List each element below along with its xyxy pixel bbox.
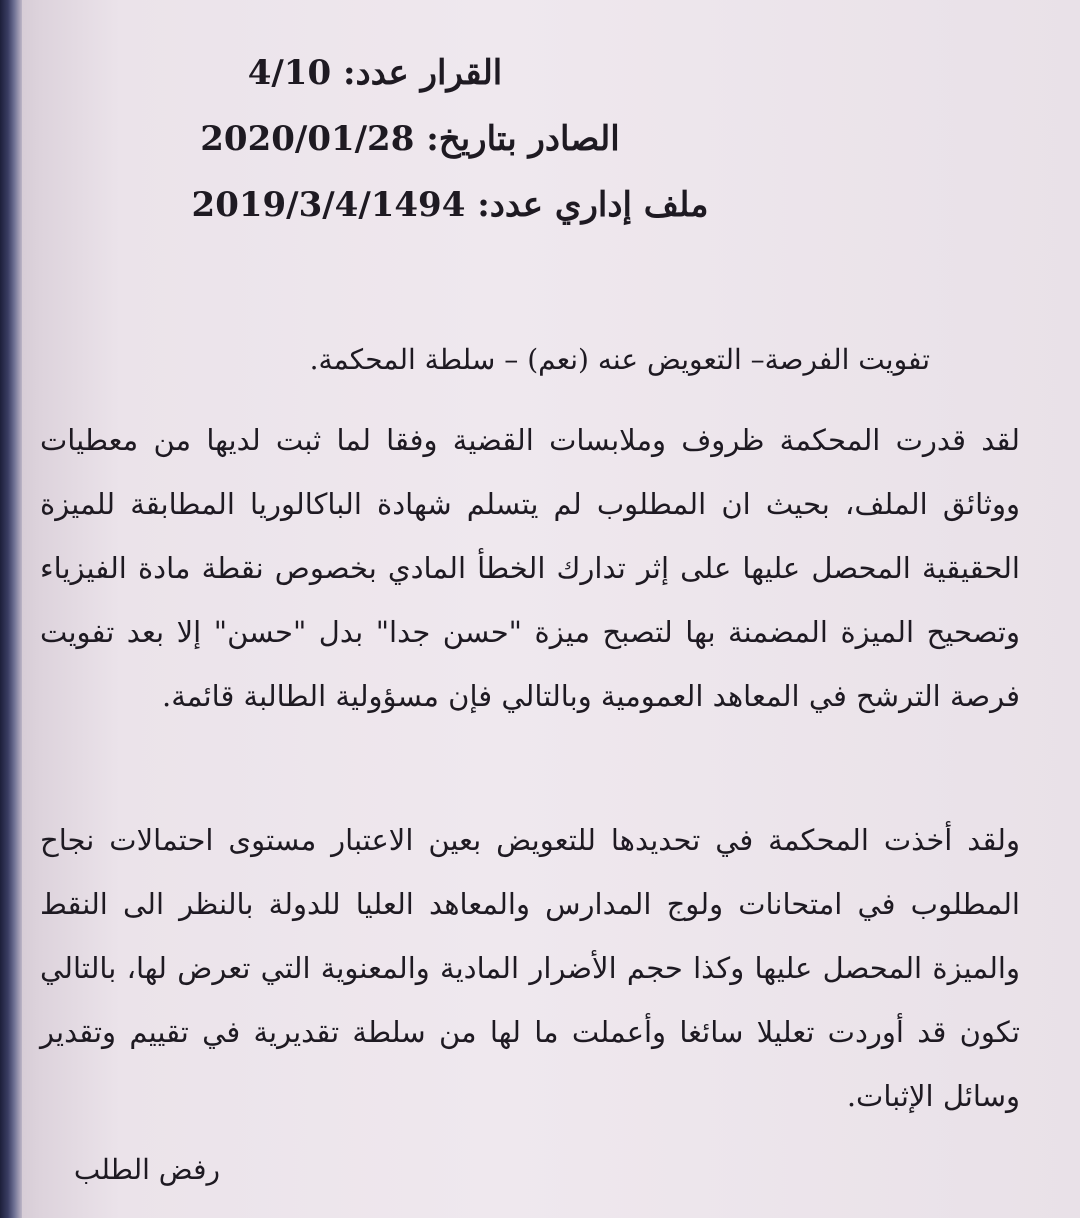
file-number: ملف إداري عدد: 2019/3/4/1494 [191,185,709,225]
body-paragraph-2: ولقد أخذت المحكمة في تحديدها للتعويض بعين الاعتبار مستوى احتمالات نجاح المطلوب في امتحانات ولوج المدارس والمعاهد العليا للدولة بالنظر الى النقط والميزة المحصل عليها وكذا حجم الأضرار المادية والمعنوية التي تعرض لها، بالتالي تكون قد أوردت تعليلا سائغا وأعملت ما لها من سلطة تقديرية في تقييم وتقدير وسائل الإثبات. [40,823,1020,1113]
final-decision: رفض الطلب [73,1153,220,1186]
decision-number: القرار عدد: 4/10 [247,53,503,93]
book-spine [0,0,22,1218]
body-paragraph-1: لقد قدرت المحكمة ظروف وملابسات القضية وفقا لما ثبت لديها من معطيات ووثائق الملف، بحيث ان المطلوب لم يتسلم شهادة الباكالوريا المطابقة للميزة الحقيقية المحصل عليها على إثر تدارك الخطأ المادي بخصوص نقطة مادة الفيزياء وتصحيح الميزة المضمنة بها لتصبح ميزة "حسن جدا" بدل "حسن" إلا بعد تفويت فرصة الترشح في المعاهد العمومية وبالتالي فإن مسؤولية الطالبة قائمة. [40,423,1020,713]
issued-date: الصادر بتاريخ: 2020/01/28 [200,119,620,159]
case-summary: تفويت الفرصة– التعويض عنه (نعم) – سلطة المحكمة. [309,343,930,376]
decision-header [40,40,1040,238]
page-content [40,0,1040,1218]
